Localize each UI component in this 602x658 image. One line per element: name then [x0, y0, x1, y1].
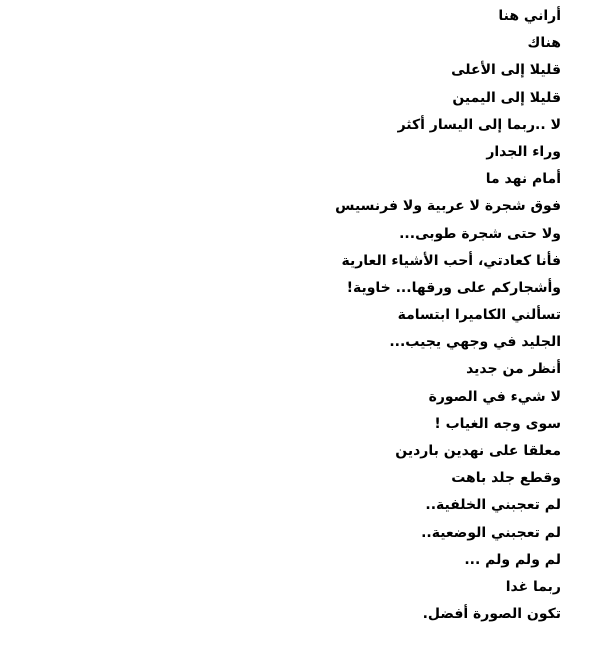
poem-line: ربما غدا — [505, 578, 561, 595]
poem-line: قليلا إلى الأعلى — [451, 62, 561, 79]
poem-line: لا شيء في الصورة — [428, 388, 561, 405]
poem-line: هناك — [527, 35, 561, 52]
poem-line: قليلا إلى اليمين — [452, 89, 561, 106]
poem-line: وقطع جلد باهت — [451, 470, 561, 487]
poem-line: أراني هنا — [498, 8, 561, 24]
poem-line: الجليد في وجهي يجيب... — [389, 334, 561, 351]
poem-line: وأشجاركم على ورقها... خاوية! — [346, 279, 561, 296]
poem-line: ولا حتى شجرة طوبى... — [399, 225, 561, 242]
poem-line: وراء الجدار — [486, 143, 561, 160]
poem-line: فأنا كعادتي، أحب الأشياء العارية — [341, 252, 561, 269]
poem-line: سوى وجه الغياب ! — [434, 415, 561, 432]
poem-text — [21, 3, 561, 628]
poem-line: تسألني الكاميرا ابتسامة — [397, 307, 561, 324]
poem-line: لم ولم ولم ... — [464, 551, 561, 568]
poem-line: معلقا على نهدين باردين — [395, 443, 561, 459]
poem-line: لم تعجبني الخلفية.. — [425, 497, 561, 514]
poem-line: أنظر من جديد — [466, 361, 561, 378]
poem-line: تكون الصورة أفضل. — [422, 606, 561, 623]
poem-line: أمام نهد ما — [485, 171, 561, 188]
poem-line: لا ..ربما إلى اليسار أكثر — [397, 116, 561, 133]
poem-line: لم تعجبني الوضعية.. — [421, 524, 561, 541]
poem-line: فوق شجرة لا عربية ولا فرنسيس — [335, 198, 561, 215]
